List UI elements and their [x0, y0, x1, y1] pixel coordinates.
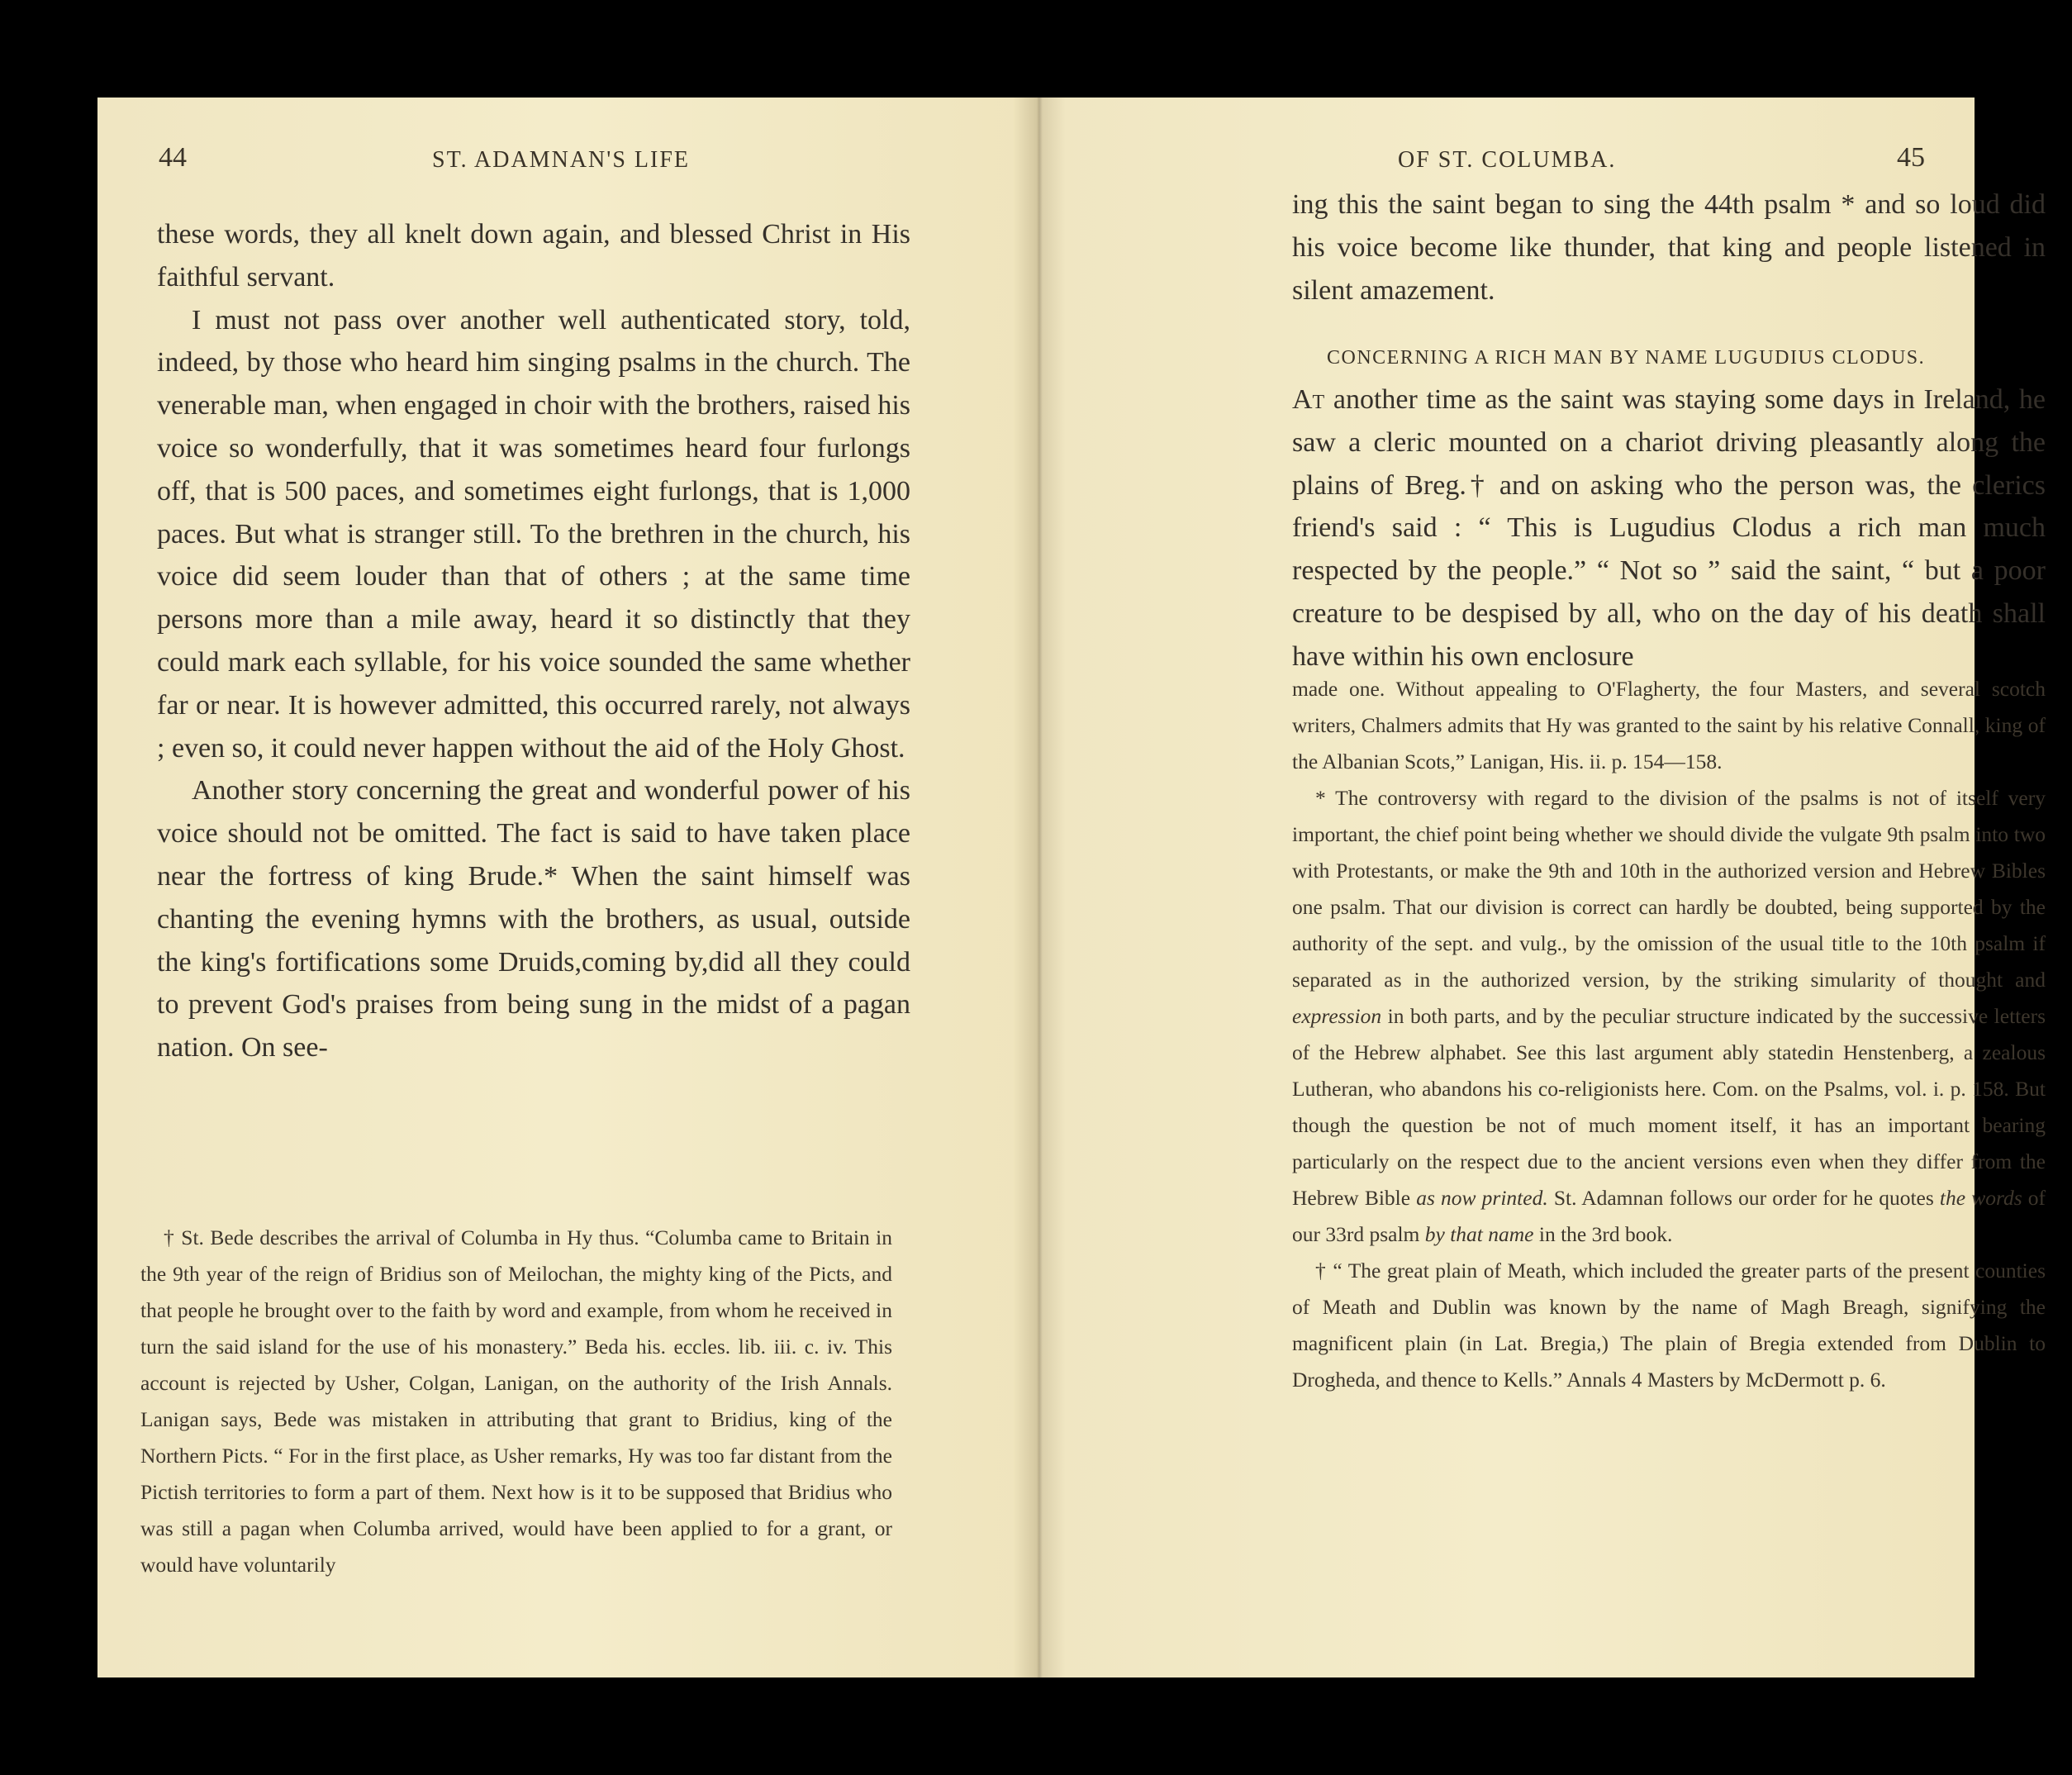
italic-text: the words — [1939, 1186, 2022, 1210]
italic-text: by that name — [1424, 1222, 1534, 1246]
page-number: 45 — [1897, 142, 1925, 173]
left-page — [97, 98, 1039, 1677]
footnote — [140, 1220, 892, 1583]
paragraph — [1292, 378, 2046, 678]
section-text — [1292, 378, 2046, 678]
main-text — [157, 213, 910, 1069]
italic-text: expression — [1292, 1004, 1382, 1028]
footnote-continued: made one. Without appealing to O'Flagherty, the four Masters, and several scotch writers, Chalmers admits that Hy was granted to the saint by his relative Connall, king of the Albanian Scots,” Lanigan, His. ii. p. 154—158. — [1292, 677, 2046, 773]
running-head: OF ST. COLUMBA. — [1398, 147, 1617, 173]
running-head: ST. ADAMNAN'S LIFE — [432, 147, 690, 173]
footnote-text: * The controversy with regard to the division of the psalms is not of itself very important, the chief point being whether we should divide the vulgate 9th psalm into two with Protestants, or make the 9th and 10th in the authorized version and Hebrew Bibles one psalm. That our division is correct can hardly be doubted, being supported by the authority of the sept. and vulg., by the omission of the usual title to the 10th psalm if separated as in the authorized version, by the striking simularity of thought and — [1292, 786, 2046, 992]
paragraph: ing this the saint began to sing the 44th psalm * and so loud did his voice become like thunder, that king and people listened in silent amazement. — [1292, 189, 2046, 306]
section-heading: CONCERNING A RICH MAN BY NAME LUGUDIUS CLODUS. — [1327, 347, 1926, 369]
italic-text: as now printed. — [1416, 1186, 1548, 1210]
footnote-text: of our 33rd psalm — [1292, 1186, 2046, 1246]
footnotes — [1292, 671, 2046, 1398]
book-spread — [97, 98, 2046, 1677]
paragraph: these words, they all knelt down again, and blessed Christ in His faithful servant. — [157, 219, 910, 293]
footnote-star — [1292, 780, 2046, 1253]
main-text — [1292, 183, 2046, 312]
footnote-text: in the 3rd book. — [1533, 1222, 1673, 1246]
page-number: 44 — [159, 142, 187, 173]
footnote-text: † St. Bede describes the arrival of Columba in Hy thus. “Columba came to Britain in the 9th year of the reign of Bridius son of Meilochan, the mighty king of the Picts, and that people he brought over to the faith by word and example, from whom he received in turn the said island for the use of his monastery.” Beda his. eccles. lib. iii. c. iv. This account is rejected by Usher, Colgan, Lanigan, on the authority of the Irish Annals. Lanigan says, Bede was mistaken in attributing that grant to Bridius, king of the Northern Picts. “ For in the first place, as Usher remarks, Hy was too far distant from the Pictish territories to form a part of them. Next how is it to be supposed that Bridius who was still a pagan when Columba arrived, would have been applied to for a grant, or would have voluntarily — [140, 1225, 892, 1577]
drop-word: At — [1292, 384, 1325, 415]
footnote-text: St. Adamnan follows our order for he quotes — [1547, 1186, 1940, 1210]
paragraph: I must not pass over another well authenticated story, told, indeed, by those who heard him singing psalms in the church. The venerable man, when engaged in choir with the brothers, raised his voice so wonderfully, that it was sometimes heard four furlongs off, that is 500 paces, and sometimes eight furlongs, that is 1,000 paces. But what is stranger still. To the brethren in the church, his voice did seem louder than that of others ; at the same time persons more than a mile away, heard it so distinctly that they could mark each syllable, for his voice sounded the same whether far or near. It is however admitted, this occurred rarely, not always ; even so, it could never happen without the aid of the Holy Ghost. — [157, 304, 910, 764]
footnote-text: in both parts, and by the peculiar structure indicated by the successive letters of the Hebrew alphabet. See this last argument ably statedin Henstenberg, a zealous Lutheran, who abandons his co-religionists here. Com. on the Psalms, vol. i. p. 158. But though the question be not of much moment itself, it has an important bearing particularly on the respect due to the ancient versions even when they differ from the Hebrew Bible — [1292, 1004, 2046, 1210]
right-page — [1039, 98, 2046, 1677]
footnote-dagger: † “ The great plain of Meath, which included the greater parts of the present counties of Meath and Dublin was known by the name of Magh Breagh, signifying the magnificent plain (in Lat. Bregia,) The plain of Bregia extended from Dublin to Drogheda, and thence to Kells.” Annals 4 Masters by McDermott p. 6. — [1292, 1259, 2046, 1392]
paragraph-body: another time as the saint was staying some days in Ireland, he saw a cleric mounted on a chariot driving pleasantly along the plains of Breg.† and on asking who the person was, the clerics friend's said : “ This is Lugudius Clodus a rich man much respected by the people.” “ Not so ” said the saint, “ but a poor creature to be despised by all, who on the day of his death shall have within his own enclosure — [1292, 384, 2046, 672]
paragraph: Another story concerning the great and wonderful power of his voice should not be omitted. The fact is said to have taken place near the fortress of king Brude.* When the saint himself was chanting the evening hymns with the brothers, as usual, outside the king's fortifications some Druids,coming by,did all they could to prevent God's praises from being sung in the midst of a pagan nation. On see- — [157, 775, 910, 1064]
